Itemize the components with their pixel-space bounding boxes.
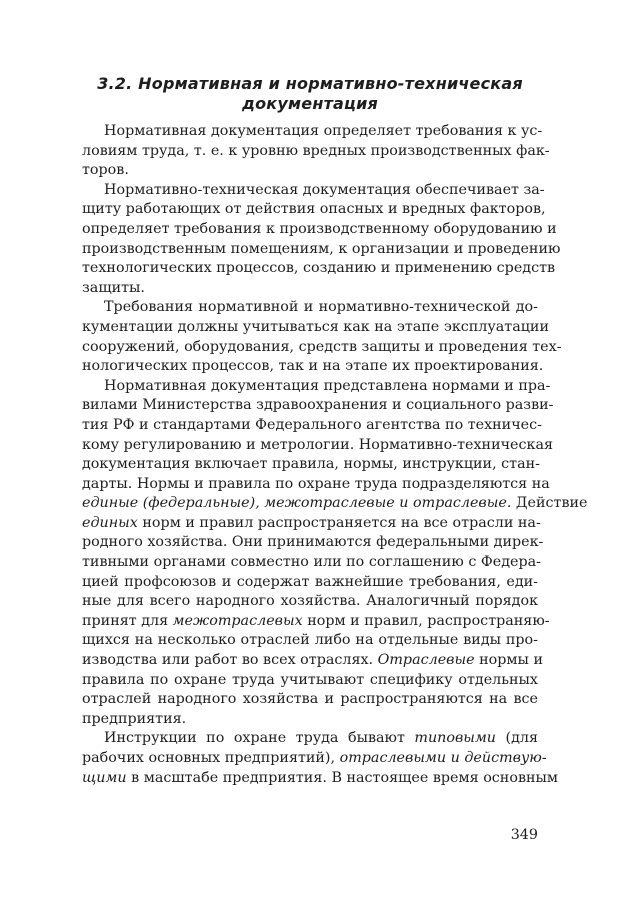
text-run: документация включает правила, нормы, инструкции, стан- bbox=[82, 456, 540, 473]
text-run: норм и правил, распространяю- bbox=[302, 612, 550, 629]
italic-term: типовыми bbox=[414, 730, 497, 747]
text-run: защиты. bbox=[82, 279, 145, 296]
text-run: производственным помещениям, к организации и проведению bbox=[82, 240, 561, 257]
text-run: в масштабе предприятия. В настоящее время основным bbox=[126, 769, 559, 786]
heading-line: документация bbox=[241, 94, 378, 113]
text-run: вилами Министерства здравоохранения и социального разви- bbox=[82, 397, 554, 414]
text-line bbox=[82, 298, 538, 318]
body-text bbox=[82, 122, 588, 788]
text-line bbox=[82, 200, 546, 220]
text-run: кому регулированию и метрологии. Нормативно-техническая bbox=[82, 436, 553, 453]
text-line bbox=[82, 592, 538, 612]
text-line bbox=[82, 553, 541, 573]
italic-term: единых bbox=[82, 514, 138, 531]
text-line bbox=[82, 318, 549, 338]
italic-term: щими bbox=[82, 769, 127, 786]
italic-term: отраслевыми и действую- bbox=[339, 750, 547, 766]
text-run: родного хозяйства. Они принимаются федеральными дирек- bbox=[82, 534, 544, 551]
text-run: правила по охране труда учитывают специфику отдельных bbox=[82, 671, 538, 688]
text-line bbox=[82, 161, 538, 181]
text-line bbox=[82, 436, 553, 456]
text-line bbox=[82, 514, 541, 534]
paragraph bbox=[82, 122, 550, 181]
text-run: нологических процессов, так и на этапе их проектирования. bbox=[82, 358, 544, 375]
text-run: Нормативная документация представлена нормами и пра- bbox=[104, 377, 551, 394]
text-line bbox=[82, 612, 550, 632]
paragraph bbox=[82, 729, 559, 788]
text-line bbox=[82, 259, 556, 279]
text-run: Действие bbox=[511, 495, 588, 512]
text-line bbox=[82, 533, 544, 553]
section-heading bbox=[60, 74, 560, 114]
text-line bbox=[82, 240, 561, 260]
text-line bbox=[82, 357, 544, 377]
text-run: изводства или работ во всех отраслях. bbox=[82, 652, 378, 669]
text-run: Нормативная документация определяет требования к ус- bbox=[104, 123, 543, 139]
text-run: норм и правил распространяется на все отрасли на- bbox=[137, 514, 541, 531]
text-line bbox=[82, 769, 559, 789]
text-run: предприятия. bbox=[82, 710, 187, 727]
text-run: Нормативно-техническая документация обеспечивает за- bbox=[104, 181, 545, 198]
text-run: (для bbox=[496, 730, 539, 747]
text-run: определяет требования к производственному оборудованию и bbox=[82, 220, 557, 237]
text-line bbox=[82, 279, 538, 299]
italic-term: единые (федеральные), межотраслевые и отраслевые. bbox=[82, 495, 512, 512]
paragraph bbox=[82, 298, 562, 376]
text-line bbox=[82, 671, 538, 691]
text-run: щихся на несколько отраслей либо на отдельные виды про- bbox=[82, 632, 538, 649]
text-run: ные для всего народного хозяйства. Аналогичный порядок bbox=[82, 593, 538, 610]
text-line bbox=[82, 494, 588, 514]
text-run: дарты. Нормы и правила по охране труда подразделяются на bbox=[82, 475, 550, 492]
text-line bbox=[82, 220, 557, 240]
text-run: принят для bbox=[82, 612, 173, 629]
text-run: рабочих основных предприятий), bbox=[82, 750, 340, 766]
text-line bbox=[82, 142, 550, 162]
text-line bbox=[82, 377, 551, 397]
text-run: Инструкции по охране труда бывают bbox=[104, 730, 415, 747]
text-run: технологических процессов, созданию и применению средств bbox=[82, 260, 556, 277]
text-line bbox=[82, 455, 538, 475]
text-line bbox=[82, 122, 543, 142]
text-run: кументации должны учитываться как на этапе эксплуатации bbox=[82, 318, 549, 335]
text-run: нормы и bbox=[474, 652, 543, 669]
text-line bbox=[82, 396, 554, 416]
text-run: ловиям труда, т. е. к уровню вредных производственных фак- bbox=[82, 142, 550, 159]
text-line bbox=[82, 475, 550, 495]
text-run: Требования нормативной и нормативно-технической до- bbox=[104, 299, 538, 316]
page-number: 349 bbox=[510, 827, 538, 843]
paragraph bbox=[82, 377, 588, 730]
text-line bbox=[82, 181, 545, 201]
text-run: тия РФ и стандартами Федерального агентства по техничес- bbox=[82, 416, 542, 433]
italic-term: межотраслевых bbox=[172, 612, 303, 629]
text-line bbox=[82, 710, 538, 730]
text-line bbox=[82, 631, 538, 651]
italic-term: Отраслевые bbox=[377, 652, 475, 669]
text-line bbox=[82, 749, 547, 769]
text-run: сооружений, оборудования, средств защиты и проведения тех- bbox=[82, 338, 562, 355]
text-line bbox=[82, 338, 562, 358]
text-line bbox=[82, 690, 538, 710]
text-line bbox=[82, 729, 538, 749]
text-line bbox=[82, 416, 542, 436]
text-line bbox=[82, 573, 538, 593]
text-run: тивными органами совместно или по соглашению с Федера- bbox=[82, 554, 541, 571]
text-run: щиту работающих от действия опасных и вредных факторов, bbox=[82, 201, 546, 218]
text-line bbox=[82, 651, 543, 671]
heading-line: 3.2. Нормативная и нормативно-техническая bbox=[97, 74, 523, 93]
text-run: отраслей народного хозяйства и распространяются на все bbox=[82, 691, 538, 708]
text-run: цией профсоюзов и содержат важнейшие требования, еди- bbox=[82, 573, 538, 590]
paragraph bbox=[82, 181, 561, 299]
text-run: торов. bbox=[82, 162, 129, 179]
